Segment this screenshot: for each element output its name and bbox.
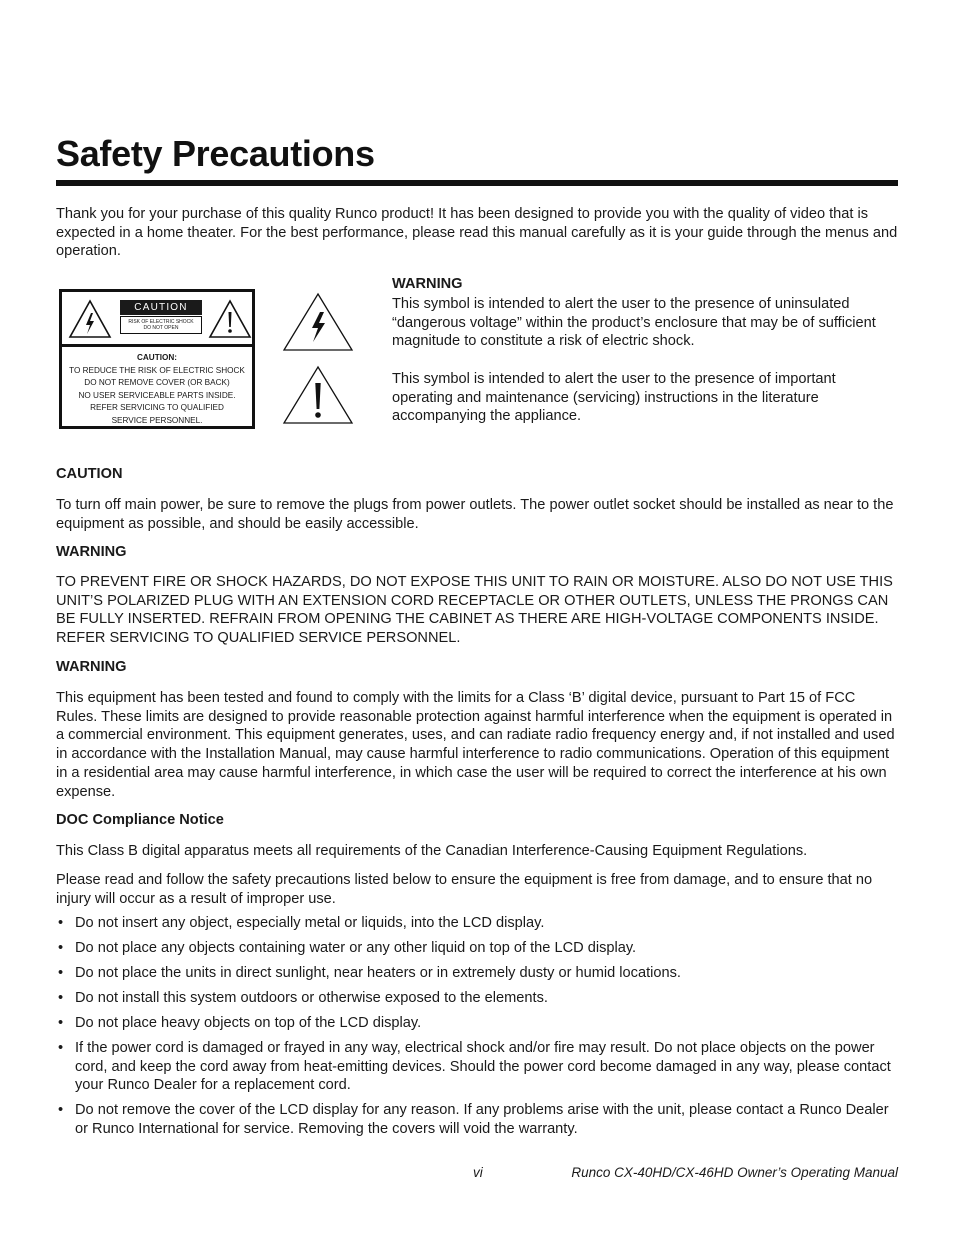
bullet: • <box>58 1040 64 1056</box>
caution-label <box>59 289 255 429</box>
bullet: • <box>58 965 64 981</box>
bullet: • <box>58 940 64 956</box>
caution-label-line: REFER SERVICING TO QUALIFIED <box>90 403 224 413</box>
symbols-warning-heading: WARNING <box>392 276 463 292</box>
shock-notice-line: RISK OF ELECTRIC SHOCK <box>128 319 194 325</box>
attention-symbol-text: This symbol is intended to alert the user to the presence of important operating and maintenance (servicing) instructions in the literature accompanying the appliance. <box>392 371 836 425</box>
list-item <box>56 1039 898 1095</box>
section-body: To turn off main power, be sure to remove the plugs from power outlets. The power outlet socket should be installed as near to the equipment as possible, and should be easily accessible. <box>56 497 894 532</box>
section-heading: CAUTION <box>56 466 123 482</box>
section-heading: WARNING <box>56 544 127 560</box>
caution-label-line: TO REDUCE THE RISK OF ELECTRIC SHOCK <box>69 365 245 375</box>
caution-label-line: NO USER SERVICEABLE PARTS INSIDE. <box>78 390 236 400</box>
section-heading: DOC Compliance Notice <box>56 812 224 828</box>
list-item <box>56 914 898 933</box>
list-item <box>56 939 898 958</box>
caution-label-line: DO NOT REMOVE COVER (OR BACK) <box>84 378 230 388</box>
section-body: This Class B digital apparatus meets all requirements of the Canadian Interference-Causing Equipment Regulations. <box>56 843 808 859</box>
voltage-symbol-text: This symbol is intended to alert the user to the presence of uninsulated “dangerous voltage” within the product’s enclosure that may be of sufficient magnitude to constitute a risk of electric shock. <box>392 296 876 350</box>
list-item-text: Do not remove the cover of the LCD display for any reason. If any problems arise with the unit, please contact a Runco Dealer or Runco International for service. Removing the covers will void the warranty. <box>75 1102 889 1138</box>
page-title: Safety Precautions <box>56 133 375 174</box>
page-number: vi <box>473 1165 483 1180</box>
manual-title: Runco CX-40HD/CX-46HD Owner’s Operating Manual <box>571 1165 898 1180</box>
bullet: • <box>58 1015 64 1031</box>
list-item-text: Do not install this system outdoors or otherwise exposed to the elements. <box>75 990 548 1006</box>
caution-shock-notice <box>120 316 202 334</box>
bullet: • <box>58 915 64 931</box>
title-rule <box>56 180 898 186</box>
list-item-text: If the power cord is damaged or frayed in any way, electrical shock and/or fire may result. Do not place objects on the power cord, and keep the cord away from heat-emitting devices. Should the power cord become damaged in any way, please contact your Runco Dealer for a replacement cord. <box>75 1040 891 1094</box>
list-item <box>56 1101 898 1138</box>
lightning-triangle-icon <box>68 299 112 339</box>
bullet: • <box>58 1102 64 1119</box>
precautions-list <box>56 914 898 1145</box>
bullet: • <box>58 990 64 1006</box>
intro-paragraph: Thank you for your purchase of this quality Runco product! It has been designed to provide you with the quality of video that is expected in a home theater. For the best performance, please read this manual carefully as it is your guide through the menus and operation. <box>56 206 898 260</box>
section-heading: WARNING <box>56 659 127 675</box>
list-item <box>56 1014 898 1033</box>
list-item-text: Do not insert any object, especially metal or liquids, into the LCD display. <box>75 915 545 931</box>
label-divider <box>62 344 252 347</box>
caution-label-text <box>62 352 252 428</box>
list-item <box>56 989 898 1008</box>
attention-exclamation-icon <box>282 365 354 425</box>
closing-paragraph: Please read and follow the safety precautions listed below to ensure the equipment is free from damage, and to ensure that no injury will occur as a result of improper use. <box>56 872 873 907</box>
shock-notice-line: DO NOT OPEN <box>143 325 179 331</box>
list-item-text: Do not place the units in direct sunlight, near heaters or in extremely dusty or humid locations. <box>75 965 681 981</box>
caution-label-line: SERVICE PERSONNEL. <box>111 415 203 425</box>
list-item-text: Do not place any objects containing water or any other liquid on top of the LCD display. <box>75 940 637 956</box>
list-item <box>56 964 898 983</box>
caution-plate: CAUTION <box>120 300 202 315</box>
exclamation-triangle-icon <box>208 299 252 339</box>
dangerous-voltage-icon <box>282 292 354 352</box>
section-body: This equipment has been tested and found to comply with the limits for a Class ‘B’ digital device, pursuant to Part 15 of FCC Rules. These limits are designed to provide reasonable protection against harmful interference when the equipment is operated in a commercial environment. This equipment generates, uses, and can radiate radio frequency energy and, if not installed and used in accordance with the Installation Manual, may cause harmful interference to radio communications. Operation of this equipment in a residential area may cause harmful interference, in which case the user will be required to correct the interference at his own expense. <box>56 690 895 800</box>
section-body: TO PREVENT FIRE OR SHOCK HAZARDS, DO NOT EXPOSE THIS UNIT TO RAIN OR MOISTURE. ALSO DO NOT USE THIS UNIT’S POLARIZED PLUG WITH AN EXTENSION CORD RECEPTACLE OR OTHER OUTLETS, UNLESS THE PRONGS CAN BE FULLY INSERTED. REFRAIN FROM OPENING THE CABINET AS THERE ARE HIGH-VOLTAGE COMPONENTS INSIDE. REFER SERVICING TO QUALIFIED SERVICE PERSONNEL. <box>56 574 893 647</box>
list-item-text: Do not place heavy objects on top of the LCD display. <box>75 1015 422 1031</box>
caution-label-heading: CAUTION: <box>136 353 178 362</box>
